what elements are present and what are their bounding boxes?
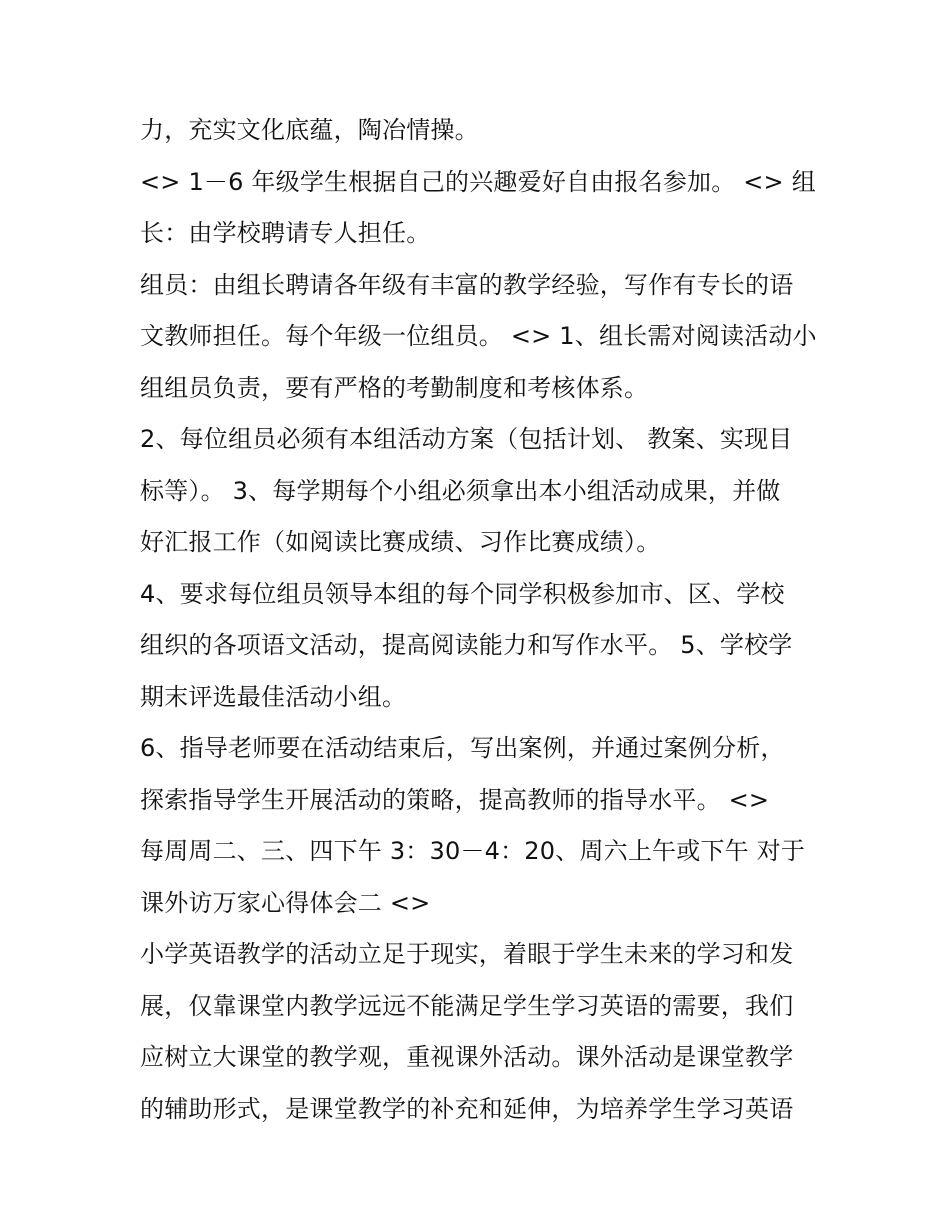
text-line: 组组员负责，要有严格的考勤制度和考核体系。 [140,373,649,402]
text-line: 课外访万家心得体会二 <> [140,888,431,917]
text-line: 每周周二、三、四下午 3：30－4：20、周六上午或下午 对于 [140,837,806,865]
text-line: 组织的各项语文活动，提高阅读能力和写作水平。 5、学校学 [140,631,793,659]
document-body [140,108,820,1138]
text-line: 组员：由组长聘请各年级有丰富的教学经验，写作有专长的语 [140,270,794,299]
text-line: 小学英语教学的活动立足于现实，着眼于学生未来的学习和发 [140,940,794,968]
text-line: 好汇报工作（如阅读比赛成绩、习作比赛成绩）。 [140,528,661,556]
text-line: 探索指导学生开展活动的策略，提高教师的指导水平。 <> [140,785,770,814]
text-line: 力，充实文化底蕴，陶冶情操。 [140,116,479,144]
text-line: 6、指导老师要在活动结束后，写出案例，并通过案例分析， [140,734,785,762]
text-line: 展，仅靠课堂内教学远远不能满足学生学习英语的需要，我们 [140,991,794,1020]
text-line: 文教师担任。每个年级一位组员。 <> 1、组长需对阅读活动小 [140,322,817,350]
text-line: 4、要求每位组员领导本组的每个同学积极参加市、区、学校 [140,579,785,608]
text-line: <> 1－6 年级学生根据自己的兴趣爱好自由报名参加。 <> 组 [140,167,816,196]
text-line: 标等）。 3、每学期每个小组必须拿出本小组活动成果，并做 [140,476,781,505]
text-line: 长：由学校聘请专人担任。 [140,219,431,247]
text-line: 2、每位组员必须有本组活动方案（包括计划、 教案、实现目 [140,425,793,453]
text-line: 期末评选最佳活动小组。 [140,682,407,711]
text-line: 应树立大课堂的教学观，重视课外活动。课外活动是课堂教学 [140,1043,794,1071]
text-line: 的辅助形式，是课堂教学的补充和延伸，为培养学生学习英语 [140,1094,794,1123]
